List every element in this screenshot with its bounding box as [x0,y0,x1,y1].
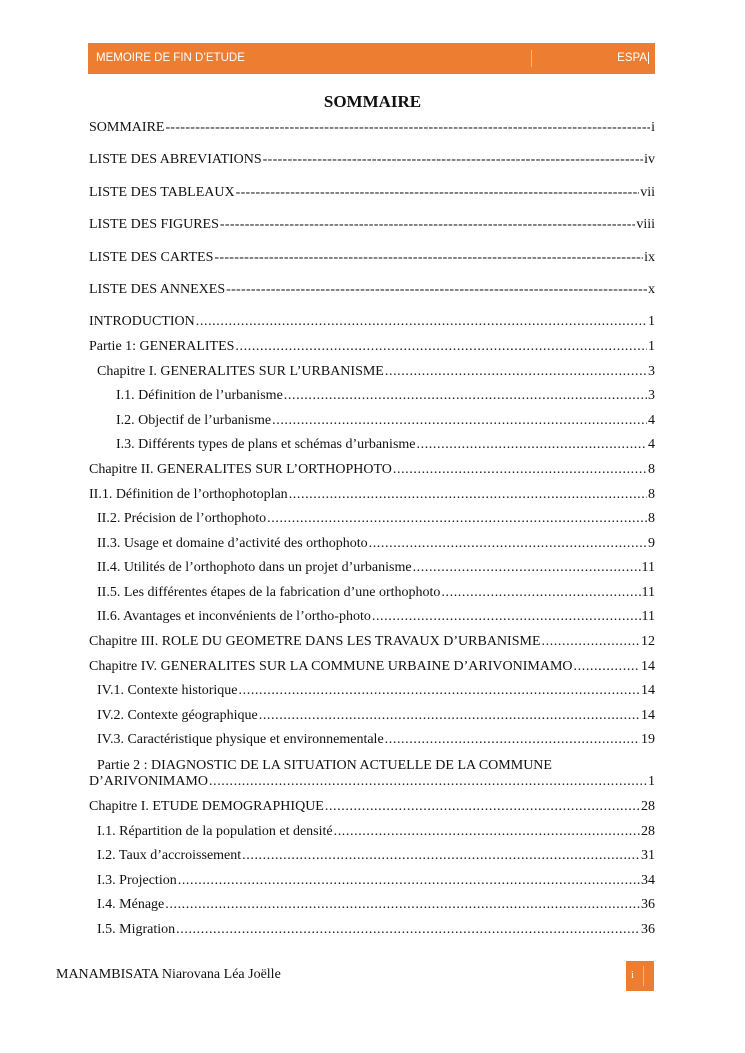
toc-entry-title: II.5. Les différentes étapes de la fabrication d’une orthophoto [97,584,441,600]
header-divider [531,50,532,67]
toc-leader [239,683,640,699]
toc-entry-title: SOMMAIRE [89,120,165,135]
toc-leader [385,364,647,380]
footer-author: MANAMBISATA Niarovana Léa Joëlle [56,967,281,982]
toc-entry-title: Chapitre I. ETUDE DEMOGRAPHIQUE [89,799,324,815]
toc-entry-title: I.1. Définition de l’urbanisme [116,388,283,404]
toc-entry-title: LISTE DES ABREVIATIONS [89,152,262,168]
toc-leader [235,339,647,355]
toc-entry-page: 11 [641,609,655,625]
toc-entry[interactable] [89,873,655,898]
toc-leader [242,848,640,864]
toc-entry-page: 19 [641,732,655,748]
toc-entry-title: I.4. Ménage [97,897,165,913]
toc-entry-page: viii [636,217,655,233]
toc-entry-page: 36 [641,922,655,937]
toc-list-entry[interactable] [89,185,655,217]
page-number: i [631,970,634,981]
toc-leader [372,609,641,625]
toc-entry-title: INTRODUCTION [89,314,195,330]
toc-leader [289,487,647,503]
toc-list-entry[interactable] [89,152,655,184]
toc-leader [542,634,641,650]
toc-entry-title: I.1. Répartition de la population et densité [97,823,333,839]
toc-entry-page: x [648,281,655,297]
toc-leader [284,388,647,404]
toc-entry[interactable] [89,487,655,512]
toc-entry-page: 9 [648,535,655,551]
toc-entry-title: LISTE DES FIGURES [89,217,219,233]
toc-entry-title: IV.3. Caractéristique physique et environnementale [97,732,384,748]
toc-entry-page: 1 [648,314,655,330]
toc-leader [220,217,635,233]
toc-entry[interactable] [89,824,655,849]
toc-entry[interactable] [89,413,655,438]
toc-entry[interactable] [89,536,655,561]
toc-entry[interactable] [89,437,655,462]
toc-entry-title: II.1. Définition de l’orthophotoplan [89,486,288,502]
page-number-box [626,961,654,991]
toc-entry-page: 14 [641,707,655,723]
toc-entry-page: 8 [648,511,655,527]
toc-entry[interactable] [89,848,655,873]
toc-leader [369,536,647,552]
toc-entry-title: Partie 2 : DIAGNOSTIC DE LA SITUATION ACTUELLE DE LA COMMUNE [97,758,552,774]
toc-list-entry[interactable] [89,217,655,249]
toc-entry[interactable] [89,388,655,413]
toc-entry-page: 31 [641,848,655,864]
toc-entry-title: II.3. Usage et domaine d’activité des orthophoto [97,535,368,551]
toc-entry-title: I.2. Objectif de l’urbanisme [116,412,272,428]
toc-entry[interactable] [89,897,655,922]
toc-leader [267,511,647,527]
toc-entry[interactable] [89,314,655,339]
toc-leader [272,413,647,429]
toc-entry-title: Chapitre II. GENERALITES SUR L’ORTHOPHOTO [89,461,392,477]
toc-entry-title: IV.1. Contexte historique [97,683,238,699]
toc-leader [385,732,640,748]
toc-entry-page: 8 [648,486,655,502]
toc-entry-title: LISTE DES TABLEAUX [89,184,235,200]
toc-leader [259,708,640,724]
toc-entry[interactable] [89,339,655,364]
toc-entry[interactable] [89,585,655,610]
toc-list-entry[interactable] [89,120,655,152]
header-school: ESPA [617,52,647,64]
toc-entry[interactable] [89,511,655,536]
toc-entry-page: i [651,120,655,135]
toc-entry-title: Chapitre IV. GENERALITES SUR LA COMMUNE URBAINE D’ARIVONIMAMO [89,658,573,674]
toc-entry-page: 4 [648,412,655,428]
toc-entry-title: I.2. Taux d’accroissement [97,848,242,864]
toc-entry-page: ix [644,249,655,265]
toc-leader [226,282,647,298]
toc-entry-title: II.4. Utilités de l’orthophoto dans un projet d’urbanisme [97,560,412,576]
toc-leader [176,922,640,938]
toc-leader [574,659,640,675]
toc-entry[interactable] [89,364,655,389]
toc-entry[interactable] [89,609,655,634]
toc-entry-page: iv [644,152,655,168]
toc-leader [209,774,647,790]
toc-entry-title: Chapitre I. GENERALITES SUR L’URBANISME [97,363,384,379]
toc-entry-page: 8 [648,461,655,477]
toc-entry-page: 28 [641,823,655,839]
header-title: MEMOIRE DE FIN D’ETUDE [96,52,245,64]
toc-leader [236,185,640,201]
toc-entry[interactable] [89,922,655,947]
toc-leader [325,799,640,815]
toc-entry-page: vii [640,184,655,200]
toc-entry-title: I.3. Projection [97,872,177,888]
page-number-divider [643,966,644,986]
toc-entry-page: 34 [641,872,655,888]
toc-entry[interactable] [89,708,655,733]
toc-entry[interactable] [89,732,655,757]
toc-leader [165,897,640,913]
toc-entry-page: 1 [648,338,655,354]
table-of-contents [89,120,655,947]
toc-entry-page: 4 [648,437,655,453]
toc-entry-page: 11 [641,584,655,600]
toc-leader [165,120,650,136]
toc-entry-page: 12 [641,634,655,650]
toc-leader [413,560,641,576]
toc-entry-page: 11 [641,560,655,576]
toc-list-entry[interactable] [89,282,655,314]
toc-entry-title: II.6. Avantages et inconvénients de l’ortho-photo [97,609,371,625]
toc-entry-title: IV.2. Contexte géographique [97,707,258,723]
toc-entry[interactable] [89,799,655,824]
toc-entry-title: II.2. Précision de l’orthophoto [97,511,267,527]
toc-entry[interactable] [89,560,655,585]
toc-entry-title: LISTE DES ANNEXES [89,281,226,297]
toc-leader [334,824,640,840]
toc-entry-title-cont: D’ARIVONIMAMO [89,774,208,790]
toc-entry-page: 3 [648,388,655,404]
toc-entry-title: Chapitre III. ROLE DU GEOMETRE DANS LES TRAVAUX D’URBANISME [89,634,541,650]
toc-entry-page: 36 [641,897,655,913]
toc-leader [178,873,640,889]
toc-entry-page: 3 [648,363,655,379]
toc-entry-title: Partie 1: GENERALITES [89,338,235,354]
toc-entry-line [89,774,655,790]
toc-entry-title: I.3. Différents types de plans et schémas d’urbanisme [116,437,416,453]
toc-entry[interactable] [89,683,655,708]
toc-entry-title: LISTE DES CARTES [89,249,214,265]
page-header [88,43,655,74]
toc-entry-page: 28 [641,799,655,815]
toc-leader [441,585,640,601]
toc-entry[interactable] [89,634,655,659]
toc-leader [393,462,647,478]
toc-entry[interactable] [89,462,655,487]
toc-entry-page: 14 [641,683,655,699]
toc-list-entry[interactable] [89,250,655,282]
page-title: SOMMAIRE [323,92,422,111]
toc-leader [417,437,648,453]
toc-entry[interactable] [89,659,655,684]
toc-entry-page: 14 [641,658,655,674]
toc-leader [214,250,643,266]
toc-leader [196,314,647,330]
toc-entry-page: 1 [648,774,655,790]
toc-entry[interactable] [89,757,655,799]
toc-leader [263,152,643,168]
toc-entry-title: I.5. Migration [97,922,176,937]
